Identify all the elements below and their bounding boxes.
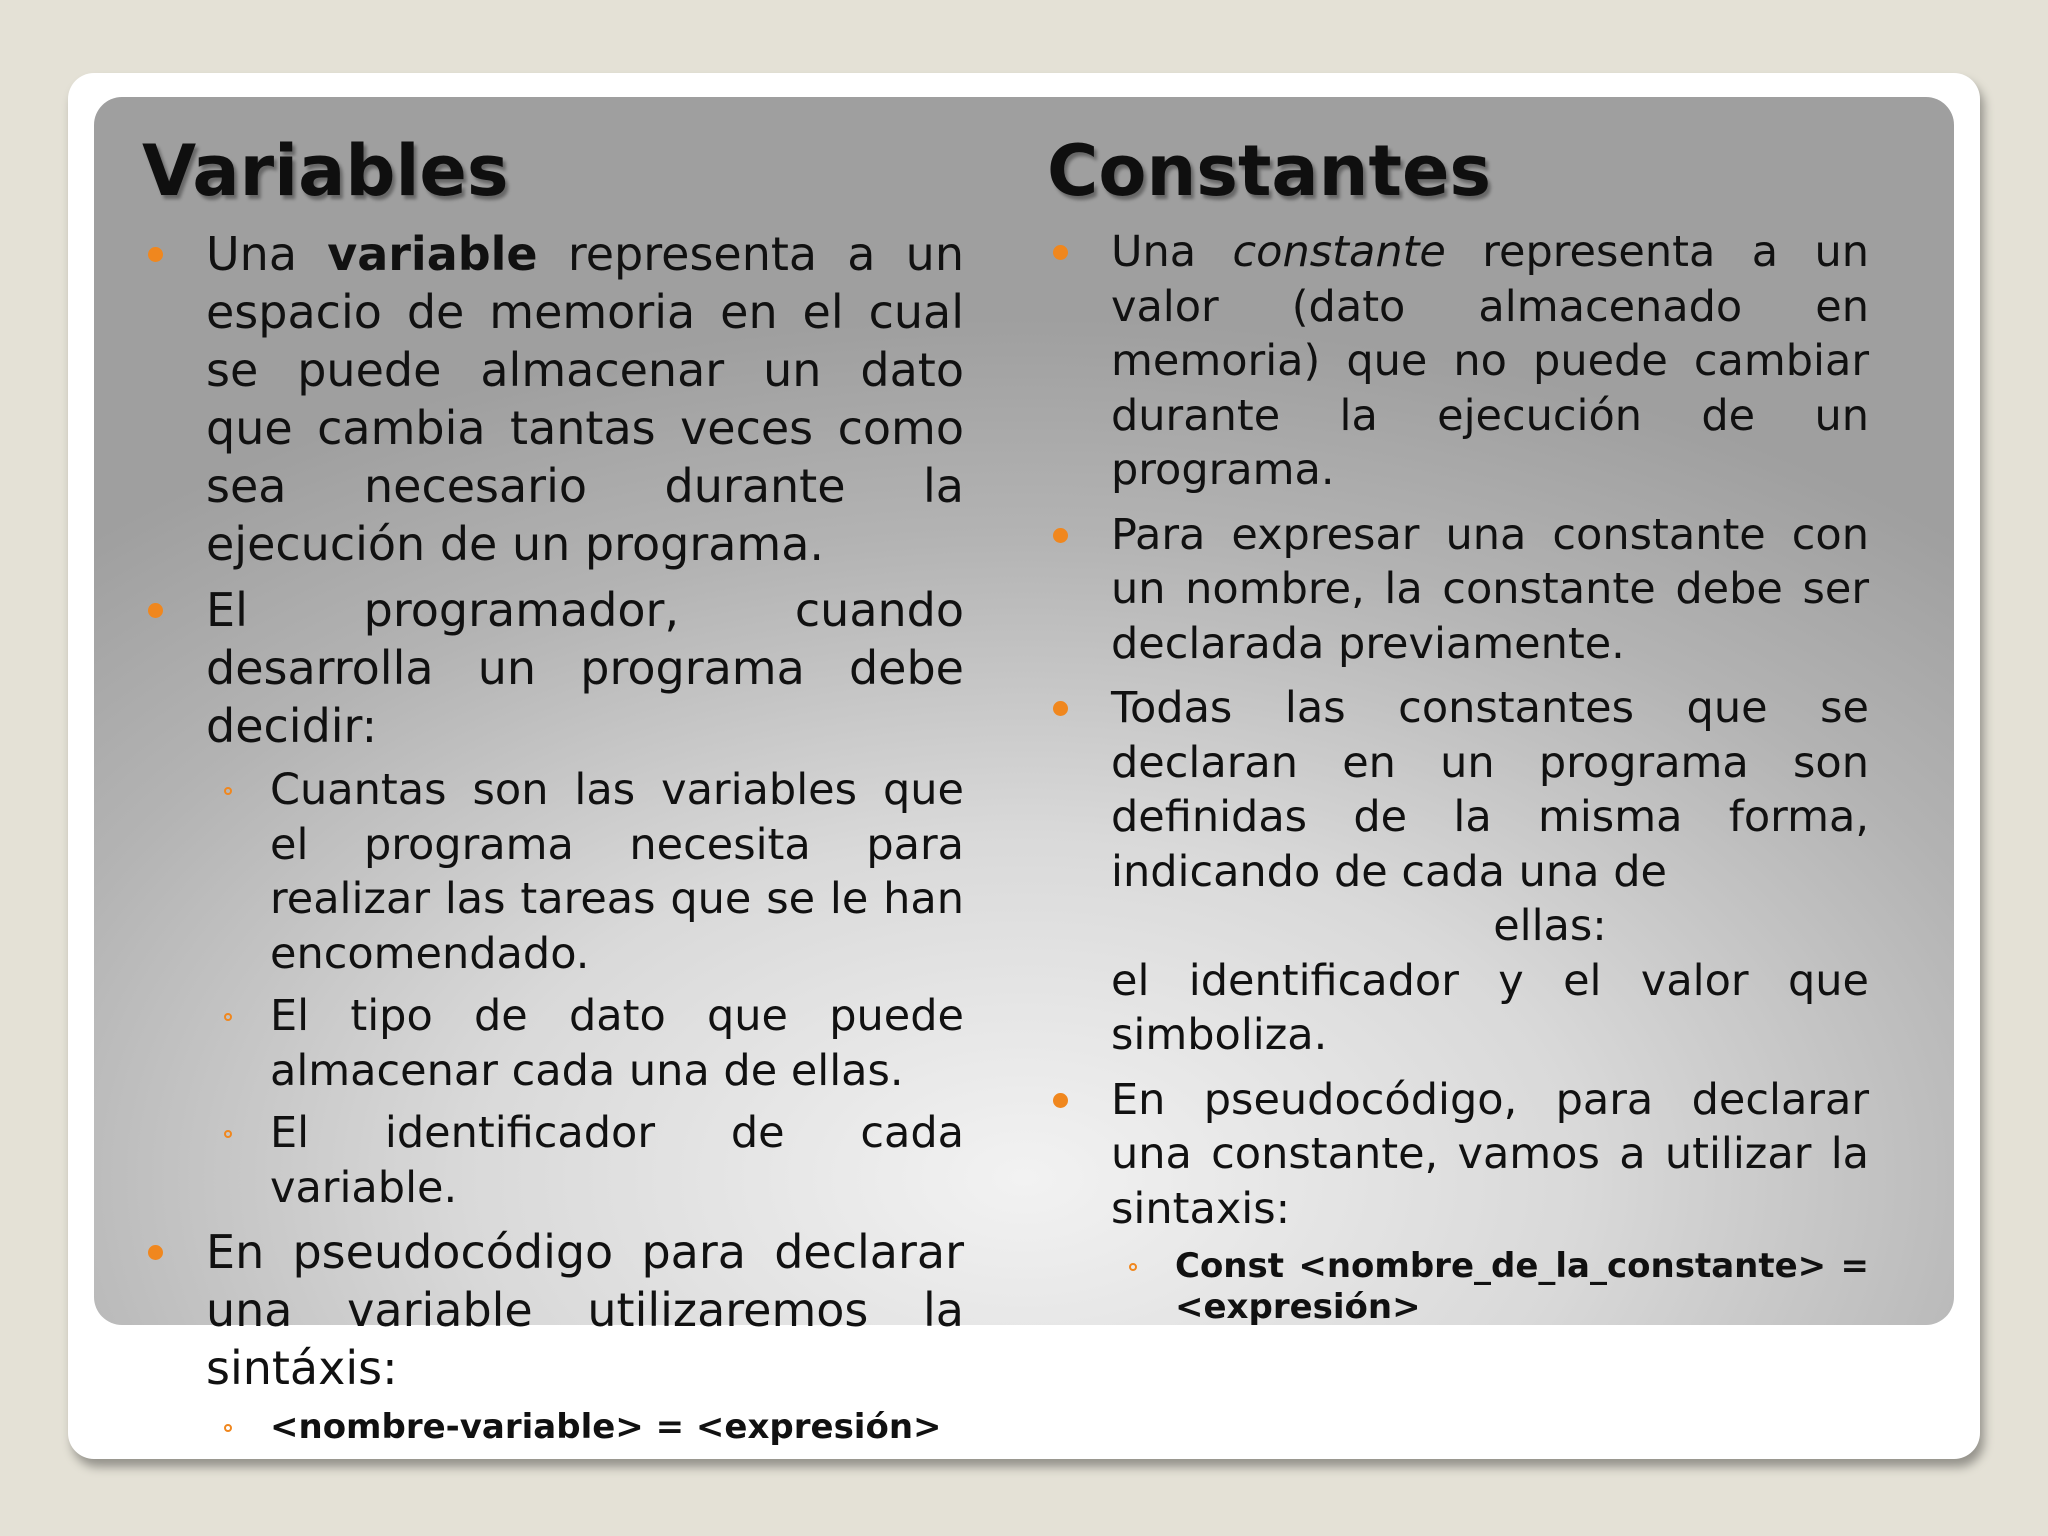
bullet-text-strong: variable — [327, 227, 538, 281]
bullet-text: Para expresar una constante con un nombre, la constante debe ser declarada previamente. — [1111, 509, 1869, 669]
sub-item-text: Cuantas son las variables que el programa necesita para realizar las tareas que se le han encomendado. — [270, 765, 964, 979]
bullet-dot-icon — [1053, 245, 1068, 260]
constantes-bullet-declare — [1047, 508, 1869, 672]
bullet-text: En pseudocódigo para declarar una variable utilizaremos la sintáxis: — [206, 1225, 964, 1395]
bullet-text-post: representa a un espacio de memoria en el cual se puede almacenar un dato que cambia tantas veces como sea necesario durante la ejecución de un programa. — [206, 227, 964, 571]
constantes-syntax-code — [1111, 1246, 1869, 1328]
variables-syntax-code — [206, 1405, 964, 1449]
constantes-bullet-pseudocode — [1047, 1073, 1869, 1237]
bullet-text-after: el identificador y el valor que simboliza. — [1111, 955, 1869, 1060]
bullet-text: En pseudocódigo, para declarar una constante, vamos a utilizar la sintaxis: — [1111, 1074, 1869, 1234]
code-text: <nombre-variable> = <expresión> — [270, 1407, 942, 1447]
variables-bullet-pseudocode — [142, 1223, 964, 1397]
bullet-ring-icon — [224, 1013, 232, 1021]
constantes-column — [1047, 125, 1869, 1334]
constantes-bullet-list — [1047, 225, 1869, 1328]
bullet-text-pre: Una — [206, 227, 328, 281]
variables-bullet-programmer — [142, 581, 964, 755]
bullet-dot-icon — [1053, 701, 1068, 716]
constantes-code-wrapper — [1047, 1246, 1869, 1328]
variables-bullet-list — [142, 225, 964, 1449]
bullet-dot-icon — [148, 1245, 163, 1260]
bullet-text-pre: Una — [1111, 227, 1233, 277]
bullet-ring-icon — [224, 787, 232, 795]
variables-code-list — [142, 1405, 964, 1449]
bullet-text: El programador, cuando desarrolla un programa debe decidir: — [206, 583, 964, 753]
sub-item-identifier — [206, 1106, 964, 1215]
variables-column — [142, 125, 964, 1457]
constantes-bullet-all — [1047, 681, 1869, 1063]
bullet-ring-icon — [224, 1130, 232, 1138]
bullet-ring-icon — [224, 1424, 232, 1432]
variables-sub-list-wrapper — [142, 763, 964, 1215]
sub-item-text: El tipo de dato que puede almacenar cada una de ellas. — [270, 991, 964, 1096]
bullet-dot-icon — [148, 603, 163, 618]
variables-sub-list — [142, 763, 964, 1215]
bullet-text-em: constante — [1232, 227, 1446, 277]
bullet-dot-icon — [1053, 528, 1068, 543]
sub-item-count — [206, 763, 964, 981]
constantes-heading: Constantes — [1047, 130, 1492, 212]
bullet-dot-icon — [148, 247, 163, 262]
variables-heading: Variables — [142, 130, 509, 212]
code-text: Const <nombre_de_la_constante> = <expresión> — [1175, 1246, 1869, 1327]
sub-item-type — [206, 989, 964, 1098]
bullet-text-post: representa a un valor (dato almacenado en memoria) que no puede cambiar durante la ejecución de un programa. — [1111, 227, 1869, 495]
bullet-dot-icon — [1053, 1093, 1068, 1108]
bullet-text: Todas las constantes que se declaran en un programa son definidas de la misma forma, indicando de cada una de — [1111, 683, 1869, 897]
sub-item-text: El identificador de cada variable. — [270, 1108, 964, 1213]
bullet-ring-icon — [1129, 1263, 1137, 1271]
constantes-bullet-definition — [1047, 225, 1869, 498]
variables-bullet-definition — [142, 225, 964, 573]
constantes-code-list — [1047, 1246, 1869, 1328]
bullet-text-center: ellas: — [1493, 901, 1607, 951]
variables-code-wrapper — [142, 1405, 964, 1449]
